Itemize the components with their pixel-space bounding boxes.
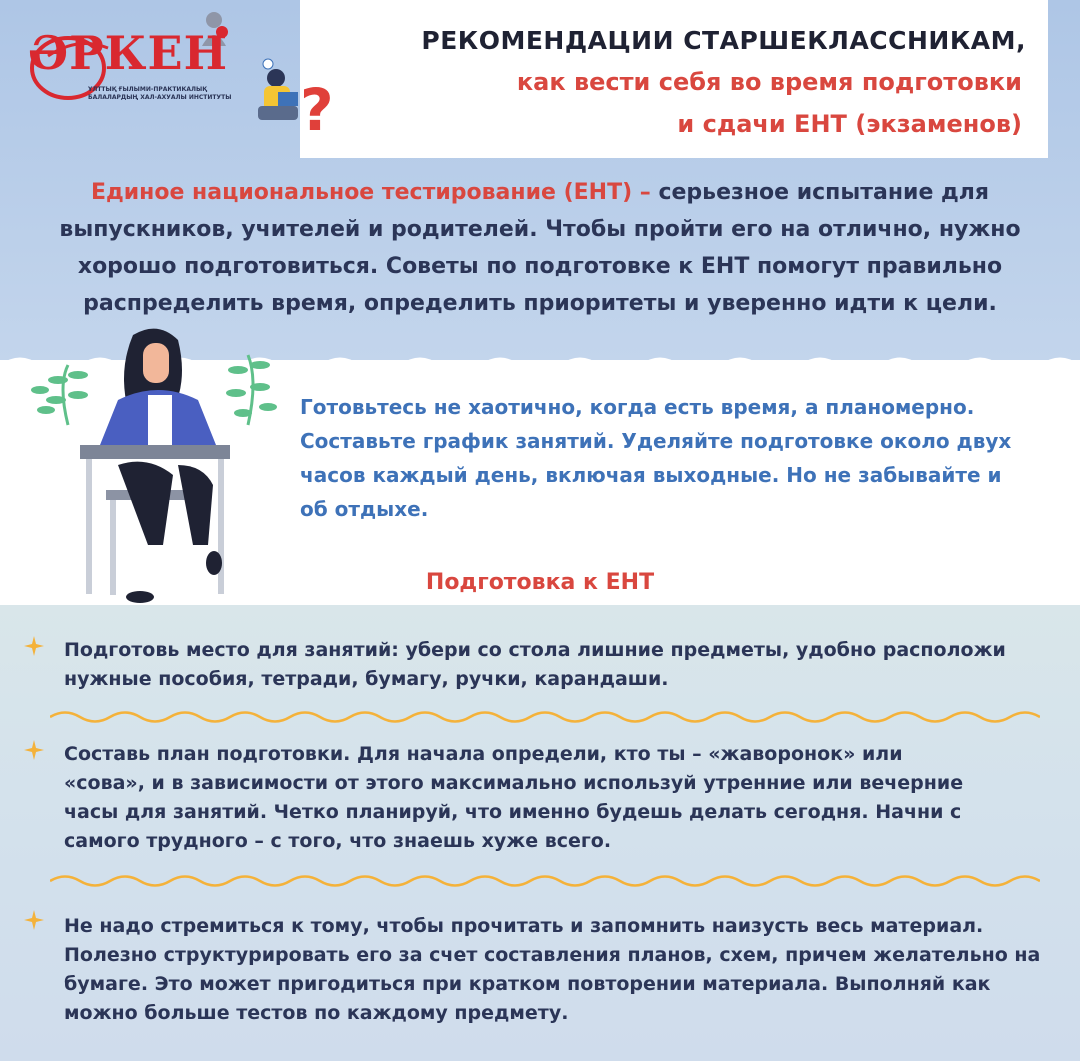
sparkle-bullet-icon [24,636,44,656]
intro-highlight: Единое национальное тестирование (ЕНТ) – [90,180,651,205]
section-title: Подготовка к ЕНТ [425,570,655,595]
title-line-3: и сдачи ЕНТ (экзаменов) [677,110,1022,138]
title-line-1: РЕКОМЕНДАЦИИ СТАРШЕКЛАССНИКАМ, [421,26,1026,55]
student-at-desk-illustration [28,325,288,610]
logo-name: ӘРКЕН [28,26,229,80]
student-question-icon [250,56,340,136]
svg-text:?: ? [300,76,334,136]
title-line-2: как вести себя во время подготовки [516,68,1022,96]
tip-text: Готовьтесь не хаотично, когда есть время, а планомерно. Составьте график занятий. Уделяйте подготовке около двух часов каждый день, включая выходные. Но не забывайте и об отдыхе. [300,395,1012,521]
intro-text: серьезное испытание для выпускников, учителей и родителей. Чтобы пройти его на отлично, нужно хорошо подготовиться. Советы по подготовке к ЕНТ помогут правильно распределить время, определить приоритеты и уверенно идти к цели. [59,180,1021,316]
wavy-divider [50,708,1040,726]
sparkle-bullet-icon [24,910,44,930]
sparkle-bullet-icon [24,740,44,760]
list-item-2: Составь план подготовки. Для начала определи, кто ты – «жаворонок» или «сова», и в зависимости от этого максимально используй утренние или вечерние часы для занятий. Четко планируй, что именно будешь делать сегодня. Начни с самого трудного – с того, что знаешь хуже всего. [64,743,964,852]
wavy-divider [50,872,1040,890]
list-item-1: Подготовь место для занятий: убери со стола лишние предметы, удобно расположи нужные пособия, тетради, бумагу, ручки, карандаши. [64,639,1006,690]
list-item-3: Не надо стремиться к тому, чтобы прочитать и запомнить наизусть весь материал. Полезно структурировать его за счет составления планов, схем, причем желательно на бумаге. Это может пригодиться при кратком повторении материала. Выполняй как можно больше тестов по каждому предмету. [64,915,1041,1024]
intro-paragraph [30,174,1050,322]
logo-subtitle: ҰЛТТЫҚ ҒЫЛЫМИ-ПРАКТИКАЛЫҚ БАЛАЛАРДЫҢ ХАЛ-АХУАЛЫ ИНСТИТУТЫ [88,86,232,101]
